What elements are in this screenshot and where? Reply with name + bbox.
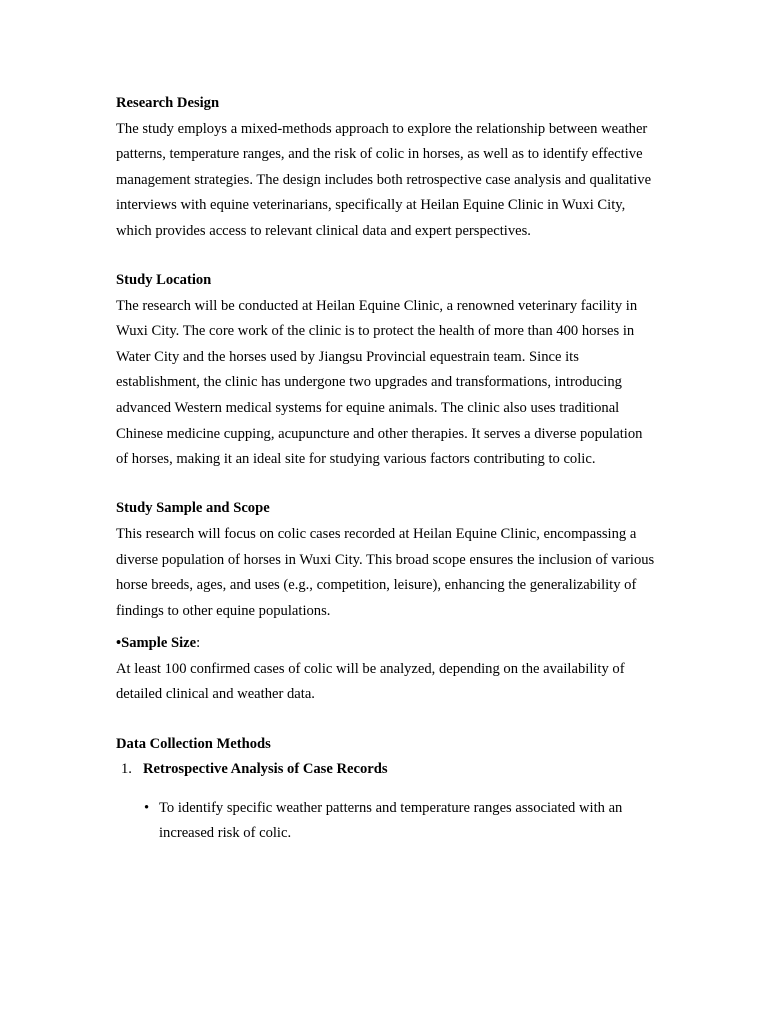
sample-size-label-line: [116, 631, 656, 657]
research-design-paragraph: The study employs a mixed-methods approach to explore the relationship between weather patterns, temperature ranges, and the risk of colic in horses, as well as to identify effective management strategies. The design includes both retrospective case analysis and qualitative interviews with equine veterinarians, specifically at Heilan Equine Clinic in Wuxi City, which provides access to relevant clinical data and expert perspectives.: [116, 120, 652, 239]
list-item-number: 1.: [121, 761, 132, 778]
bullet-marker: •: [144, 799, 150, 816]
section-spacer: [116, 245, 656, 269]
research-design-heading: Research Design: [116, 95, 220, 111]
list-spacer: [116, 783, 656, 796]
sample-size-colon: :: [196, 635, 201, 652]
section-spacer: [116, 473, 656, 497]
bullet-text: To identify specific weather patterns and temperature ranges associated with an increased risk of colic.: [159, 799, 623, 842]
document-page: [116, 91, 656, 847]
sample-size-paragraph: At least 100 confirmed cases of colic will be analyzed, depending on the availability of detailed clinical and weather data.: [116, 660, 625, 703]
numbered-list-item: [116, 757, 656, 783]
sample-size-bullet: •: [116, 635, 122, 652]
study-location-paragraph: The research will be conducted at Heilan Equine Clinic, a renowned veterinary facility in Wuxi City. The core work of the clinic is to protect the health of more than 400 horses in Water City and the horses used by Jiangsu Provincial equestrain team. Since its establishment, the clinic has undergone two upgrades and transformations, introducing advanced Western medical systems for equine animals. The clinic also uses traditional Chinese medicine cupping, acupuncture and other therapies. It serves a diverse population of horses, making it an ideal site for studying various factors contributing to colic.: [116, 297, 643, 468]
section-spacer: [116, 708, 656, 732]
list-item-title: Retrospective Analysis of Case Records: [143, 761, 388, 778]
paragraph-spacer: [116, 624, 656, 631]
study-sample-paragraph: This research will focus on colic cases recorded at Heilan Equine Clinic, encompassing a diverse population of horses in Wuxi City. This broad scope ensures the inclusion of various horse breeds, ages, and uses (e.g., competition, leisure), enhancing the generalizability of findings to other equine populations.: [116, 525, 655, 619]
study-sample-heading: Study Sample and Scope: [116, 500, 270, 517]
bullet-list-item: [116, 796, 656, 847]
data-collection-heading: Data Collection Methods: [116, 735, 271, 752]
study-location-heading: Study Location: [116, 272, 212, 289]
sample-size-label: Sample Size: [121, 635, 197, 652]
